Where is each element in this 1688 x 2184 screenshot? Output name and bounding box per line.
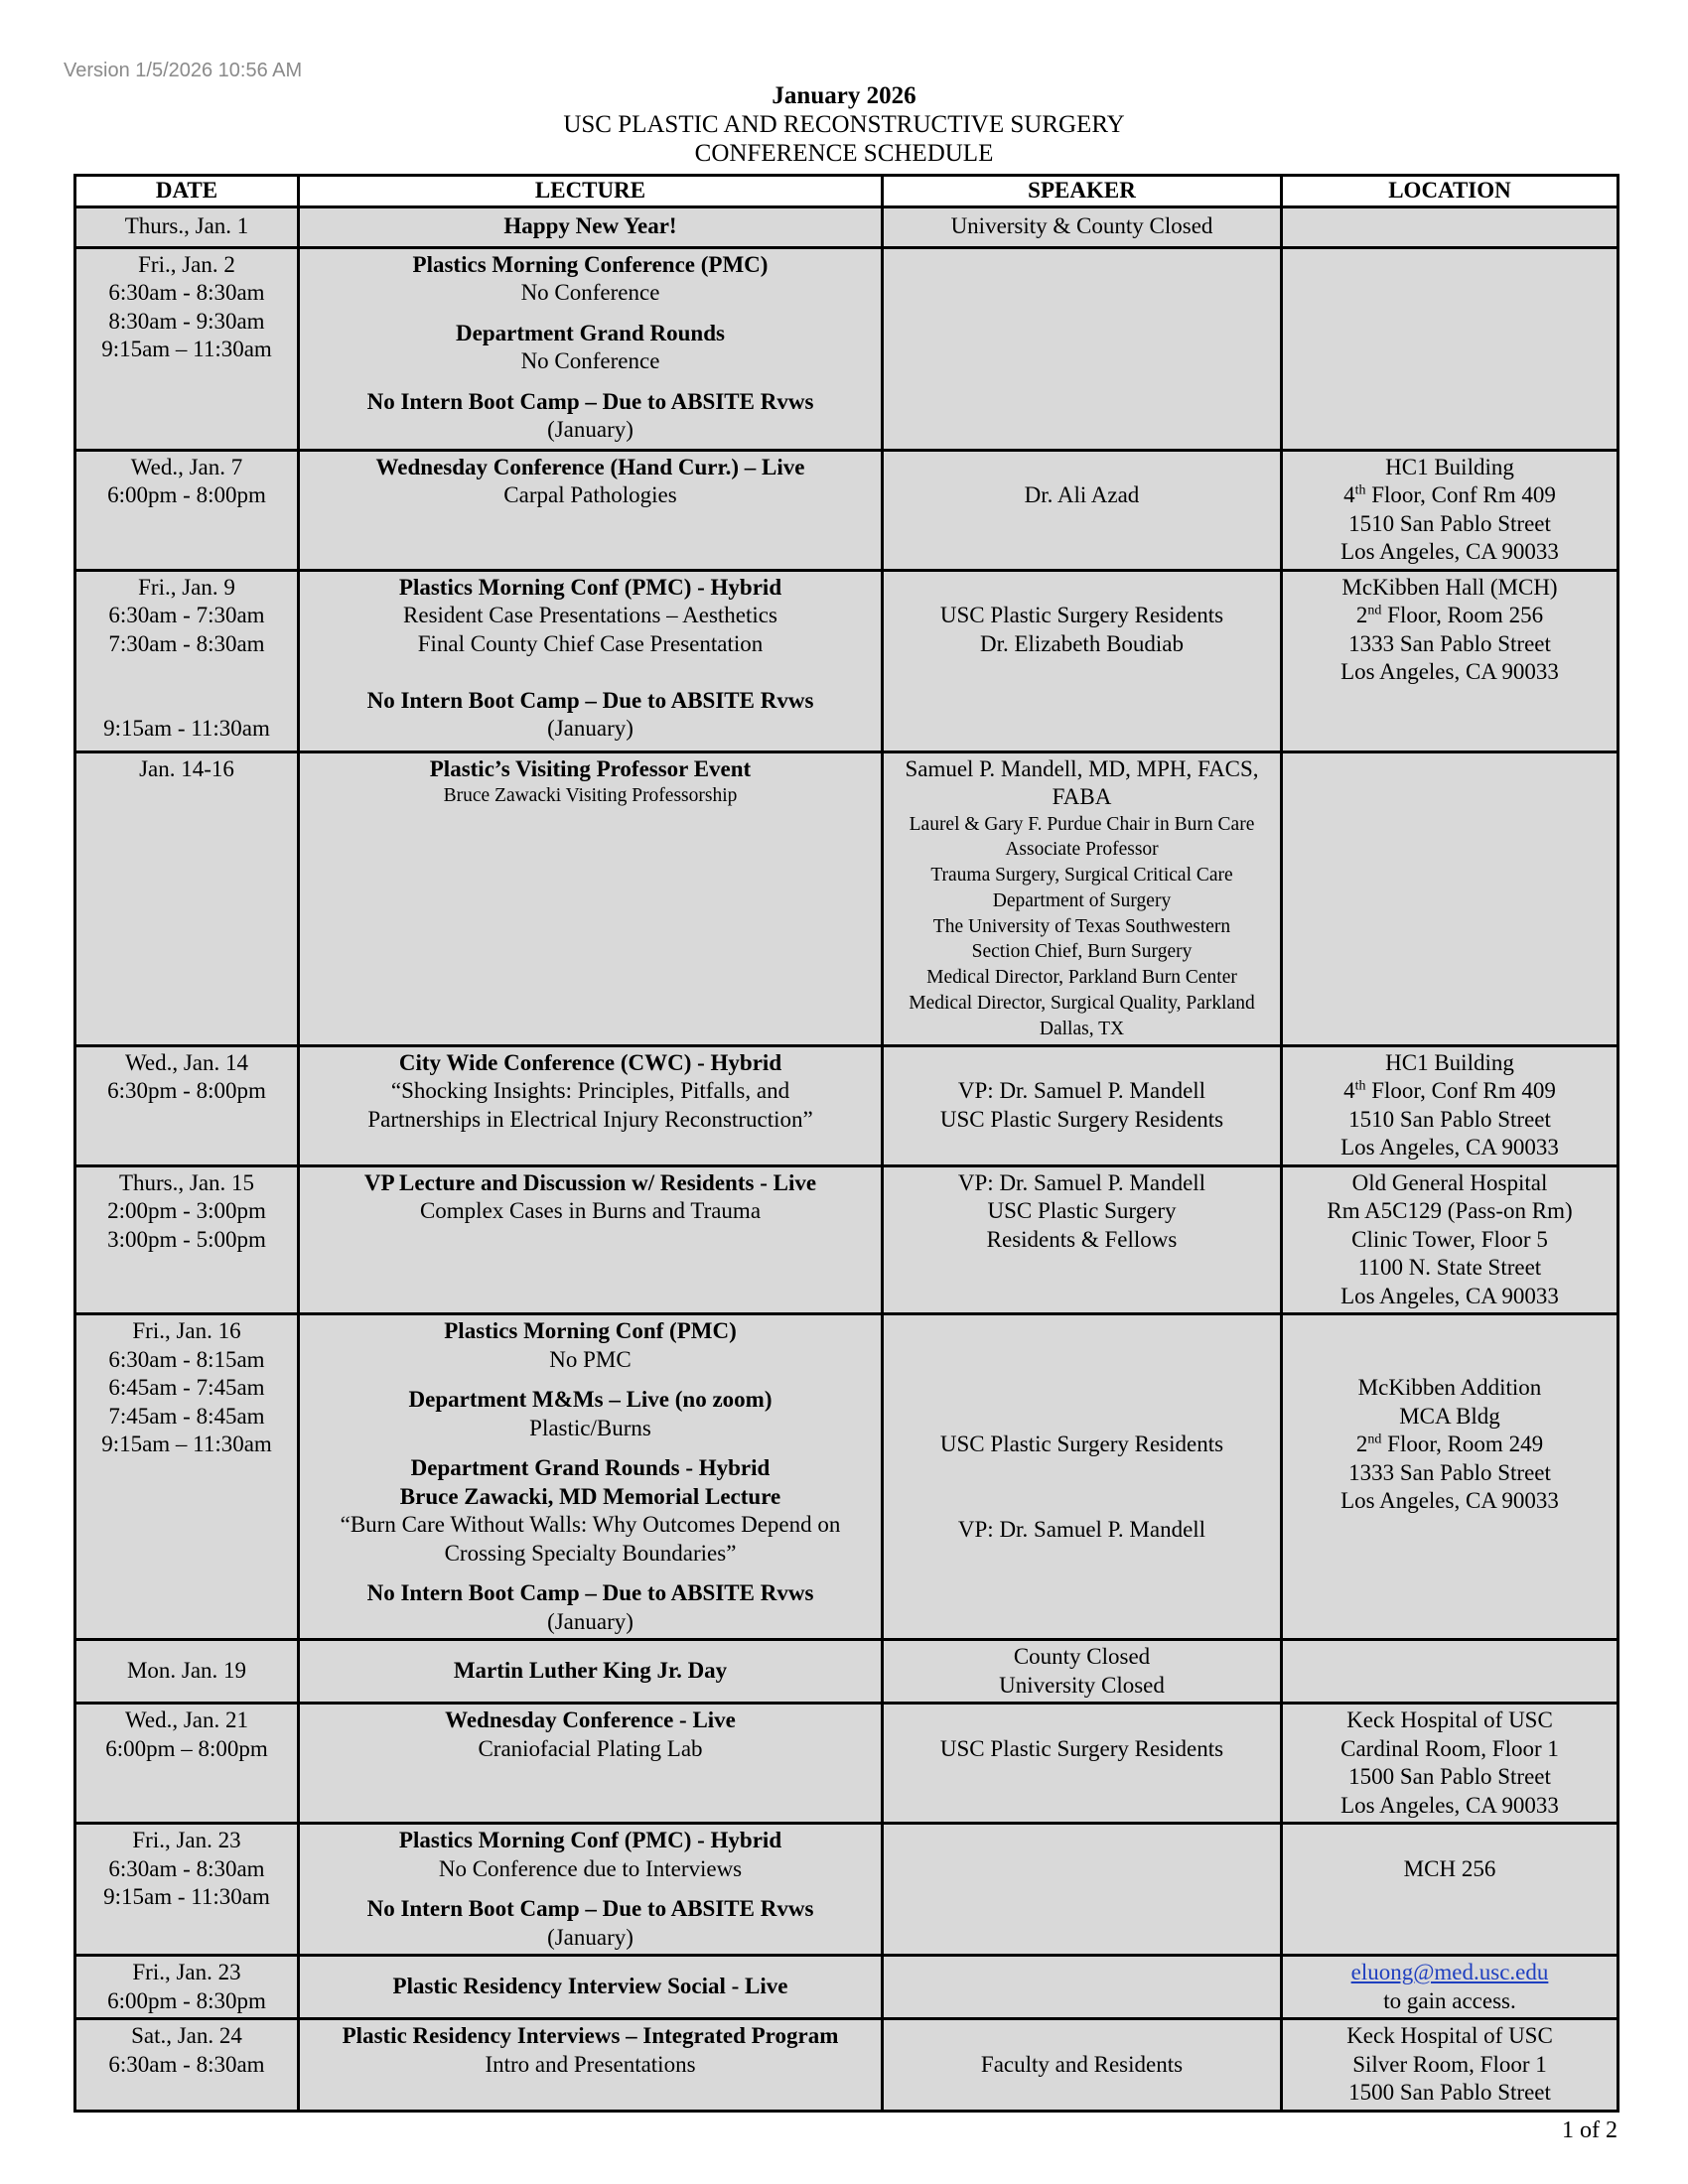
speaker-name: USC Plastic Surgery Residents	[939, 1106, 1224, 1132]
speaker-name	[886, 1317, 1278, 1346]
lecture-detail: Complex Cases in Burns and Trauma	[419, 1198, 762, 1224]
lecture-detail: No Conference	[520, 348, 660, 373]
speaker-cell	[883, 1640, 1282, 1704]
schedule-row	[75, 751, 1618, 1045]
lecture-title: Wednesday Conference - Live	[445, 1707, 736, 1733]
location-line: HC1 Building	[1385, 1049, 1514, 1075]
location-line: 2nd Floor, Room 256	[1355, 603, 1544, 627]
date-label: Fri., Jan. 9	[138, 574, 235, 600]
location-line	[1285, 1346, 1615, 1375]
location-line: 1100 N. State Street	[1357, 1255, 1542, 1281]
speaker-name: Residents & Fellows	[986, 1226, 1178, 1252]
date-cell	[75, 1704, 299, 1824]
location-cell	[1282, 570, 1618, 751]
time-label: 6:30am - 8:15am	[108, 1346, 265, 1372]
schedule-row	[75, 206, 1618, 247]
speaker-cell	[883, 1045, 1282, 1165]
speaker-name	[886, 1049, 1278, 1078]
lecture-cell	[299, 247, 883, 450]
location-cell	[1282, 751, 1618, 1045]
location-line: Los Angeles, CA 90033	[1340, 539, 1559, 564]
speaker-credential: Associate Professor	[1005, 839, 1159, 861]
time-label: 6:30am - 8:30am	[108, 280, 265, 305]
lecture-cell	[299, 751, 883, 1045]
location-line: Los Angeles, CA 90033	[1340, 1135, 1559, 1160]
speaker-name	[886, 1706, 1278, 1735]
location-line: Clinic Tower, Floor 5	[1351, 1226, 1548, 1252]
location-line: Rm A5C129 (Pass-on Rm)	[1327, 1198, 1573, 1224]
lecture-detail: (January)	[547, 1924, 633, 1950]
lecture-title: Martin Luther King Jr. Day	[453, 1658, 728, 1684]
lecture-cell	[299, 1704, 883, 1824]
location-line: Keck Hospital of USC	[1346, 2023, 1553, 2049]
speaker-name: FABA	[1052, 784, 1112, 809]
speaker-name	[886, 1346, 1278, 1375]
schedule-row	[75, 1165, 1618, 1314]
location-line: McKibben Addition	[1357, 1375, 1542, 1401]
lecture-title: Department Grand Rounds	[456, 320, 725, 345]
lecture-detail: “Burn Care Without Walls: Why Outcomes Depend on	[340, 1512, 841, 1538]
date-label: Fri., Jan. 23	[132, 1828, 241, 1853]
location-line: Los Angeles, CA 90033	[1340, 1283, 1559, 1308]
lecture-detail: Carpal Pathologies	[503, 482, 677, 507]
speaker-cell	[883, 1956, 1282, 2019]
lecture-title: Happy New Year!	[503, 213, 677, 239]
location-line: HC1 Building	[1385, 454, 1514, 479]
speaker-name: USC Plastic Surgery Residents	[939, 603, 1224, 627]
speaker-name: Samuel P. Mandell, MD, MPH, FACS,	[905, 755, 1259, 781]
location-cell	[1282, 1824, 1618, 1956]
speaker-name: VP: Dr. Samuel P. Mandell	[957, 1516, 1206, 1542]
schedule-row	[75, 247, 1618, 450]
version-stamp: Version 1/5/2026 10:56 AM	[64, 60, 303, 81]
date-label: Wed., Jan. 14	[125, 1049, 248, 1075]
spacer	[302, 1442, 879, 1454]
speaker-cell	[883, 206, 1282, 247]
location-cell	[1282, 1165, 1618, 1314]
date-cell	[75, 1165, 299, 1314]
location-line: 1500 San Pablo Street	[1348, 1764, 1551, 1790]
schedule-row	[75, 1824, 1618, 1956]
time-label	[78, 658, 295, 687]
speaker-cell	[883, 1824, 1282, 1956]
speaker-cell	[883, 247, 1282, 450]
speaker-name: University Closed	[999, 1672, 1165, 1698]
time-label: 3:00pm - 5:00pm	[107, 1226, 266, 1252]
speaker-name	[886, 1487, 1278, 1516]
location-cell	[1282, 1640, 1618, 1704]
location-cell	[1282, 1704, 1618, 1824]
lecture-detail: (January)	[547, 1608, 633, 1634]
location-line: 1510 San Pablo Street	[1348, 1106, 1551, 1132]
lecture-title: Department Grand Rounds - Hybrid	[410, 1455, 771, 1481]
speaker-cell	[883, 570, 1282, 751]
time-label: 6:00pm - 8:30pm	[107, 1987, 266, 2013]
date-cell	[75, 1824, 299, 1956]
speaker-name: Faculty and Residents	[980, 2051, 1184, 2077]
location-line: 1333 San Pablo Street	[1348, 1459, 1551, 1485]
location-line: MCA Bldg	[1399, 1403, 1500, 1429]
lecture-title: Wednesday Conference (Hand Curr.) – Live	[375, 454, 805, 479]
lecture-title: No Intern Boot Camp – Due to ABSITE Rvws	[366, 388, 814, 414]
speaker-name	[886, 1459, 1278, 1488]
date-label: Fri., Jan. 2	[138, 251, 235, 277]
date-label: Thurs., Jan. 15	[118, 1169, 255, 1195]
speaker-name: Dr. Ali Azad	[1024, 482, 1140, 507]
lecture-detail: No Conference due to Interviews	[438, 1855, 743, 1881]
time-label: 8:30am - 9:30am	[108, 308, 265, 334]
title-schedule: CONFERENCE SCHEDULE	[694, 140, 994, 167]
lecture-title: City Wide Conference (CWC) - Hybrid	[398, 1049, 782, 1075]
lecture-detail: Partnerships in Electrical Injury Reconstruction”	[367, 1106, 813, 1132]
location-line: 2nd Floor, Room 249	[1355, 1432, 1544, 1457]
lecture-title: Plastic Residency Interviews – Integrated Program	[342, 2023, 839, 2049]
lecture-detail: Final County Chief Case Presentation	[417, 630, 764, 656]
speaker-credential: Dallas, TX	[1039, 1018, 1125, 1039]
lecture-subtitle: Bruce Zawacki Visiting Professorship	[443, 785, 738, 806]
location-line: MCH 256	[1403, 1855, 1496, 1881]
title-month: January 2026	[772, 82, 916, 109]
header-lecture: LECTURE	[299, 176, 883, 207]
speaker-cell	[883, 751, 1282, 1045]
speaker-name: Dr. Elizabeth Boudiab	[979, 630, 1185, 656]
lecture-title: Plastic’s Visiting Professor Event	[429, 755, 752, 781]
lecture-title: VP Lecture and Discussion w/ Residents - Live	[363, 1169, 817, 1195]
time-label: 6:00pm - 8:00pm	[107, 482, 266, 507]
lecture-title: Bruce Zawacki, MD Memorial Lecture	[399, 1483, 781, 1509]
speaker-cell	[883, 450, 1282, 570]
lecture-detail: Crossing Specialty Boundaries”	[444, 1540, 737, 1566]
lecture-detail: Resident Case Presentations – Aesthetics	[403, 603, 777, 627]
location-cell	[1282, 1956, 1618, 2019]
time-label: 6:00pm – 8:00pm	[105, 1735, 268, 1761]
spacer	[302, 308, 879, 320]
lecture-cell	[299, 570, 883, 751]
schedule-row	[75, 1314, 1618, 1640]
date-cell	[75, 1314, 299, 1640]
lecture-cell	[299, 1956, 883, 2019]
date-label: Sat., Jan. 24	[131, 2023, 242, 2049]
location-line: 4th Floor, Conf Rm 409	[1343, 482, 1556, 507]
lecture-title: Plastics Morning Conf (PMC)	[444, 1318, 737, 1344]
location-line: Los Angeles, CA 90033	[1340, 1792, 1559, 1818]
date-cell	[75, 450, 299, 570]
speaker-name	[886, 574, 1278, 603]
schedule-row	[75, 570, 1618, 751]
speaker-cell	[883, 1704, 1282, 1824]
time-label: 6:30am - 8:30am	[108, 1855, 265, 1881]
location-line: Cardinal Room, Floor 1	[1340, 1735, 1559, 1761]
page-number: 1 of 2	[1562, 2117, 1618, 2143]
time-label: 2:00pm - 3:00pm	[107, 1198, 266, 1224]
schedule-row	[75, 450, 1618, 570]
date-cell	[75, 2019, 299, 2112]
time-label: 6:45am - 7:45am	[108, 1375, 265, 1401]
lecture-title: Plastics Morning Conf (PMC) - Hybrid	[398, 574, 782, 600]
lecture-title: No Intern Boot Camp – Due to ABSITE Rvws	[366, 1580, 814, 1606]
location-line: Los Angeles, CA 90033	[1340, 1488, 1559, 1514]
lecture-cell	[299, 1824, 883, 1956]
lecture-cell	[299, 450, 883, 570]
spacer	[302, 1374, 879, 1386]
speaker-name: USC Plastic Surgery	[987, 1198, 1177, 1224]
schedule-row	[75, 1704, 1618, 1824]
location-line: Keck Hospital of USC	[1346, 1707, 1553, 1733]
date-label: Fri., Jan. 16	[132, 1318, 241, 1344]
lecture-cell	[299, 1314, 883, 1640]
time-label: 6:30am - 8:30am	[108, 2051, 265, 2077]
location-cell	[1282, 450, 1618, 570]
schedule-row	[75, 1956, 1618, 2019]
title-department: USC PLASTIC AND RECONSTRUCTIVE SURGERY	[563, 111, 1125, 138]
date-cell	[75, 206, 299, 247]
lecture-cell	[299, 1165, 883, 1314]
speaker-cell	[883, 1165, 1282, 1314]
speaker-name: USC Plastic Surgery Residents	[939, 1432, 1224, 1457]
time-label: 9:15am - 11:30am	[103, 1884, 270, 1910]
spacer	[302, 1568, 879, 1579]
date-label: Fri., Jan. 23	[132, 1960, 241, 1985]
time-label: 6:30pm - 8:00pm	[107, 1078, 266, 1104]
lecture-title: No Intern Boot Camp – Due to ABSITE Rvws	[366, 687, 814, 713]
location-line: 1500 San Pablo Street	[1348, 2080, 1551, 2106]
location-line: 1333 San Pablo Street	[1348, 630, 1551, 656]
speaker-name	[886, 2022, 1278, 2051]
location-cell	[1282, 1314, 1618, 1640]
time-label: 9:15am - 11:30am	[103, 716, 270, 741]
document-title	[0, 81, 1688, 168]
schedule-row	[75, 2019, 1618, 2112]
lecture-title: Department M&Ms – Live (no zoom)	[408, 1387, 773, 1413]
time-label	[78, 687, 295, 716]
location-line: 1510 San Pablo Street	[1348, 510, 1551, 536]
date-label: Thurs., Jan. 1	[124, 213, 249, 239]
lecture-cell	[299, 206, 883, 247]
speaker-credential: Section Chief, Burn Surgery	[971, 941, 1193, 963]
schedule-rows	[75, 206, 1618, 2111]
speaker-name: County Closed	[1013, 1644, 1151, 1670]
speaker-name: VP: Dr. Samuel P. Mandell	[957, 1078, 1206, 1104]
lecture-detail: Plastic/Burns	[529, 1415, 651, 1440]
lecture-title: Plastics Morning Conference (PMC)	[412, 251, 769, 277]
speaker-credential: Medical Director, Surgical Quality, Parkland	[909, 993, 1255, 1015]
date-cell	[75, 751, 299, 1045]
lecture-detail: No PMC	[549, 1346, 632, 1372]
header-speaker: SPEAKER	[883, 176, 1282, 207]
email-line	[1285, 1959, 1615, 1987]
lecture-detail: Intro and Presentations	[485, 2051, 696, 2077]
lecture-title: Plastic Residency Interview Social - Live	[392, 1974, 788, 1999]
header-location: LOCATION	[1282, 176, 1618, 207]
time-label: 7:45am - 8:45am	[108, 1403, 265, 1429]
header-date: DATE	[75, 176, 299, 207]
schedule-row	[75, 1045, 1618, 1165]
time-label: 9:15am – 11:30am	[101, 1432, 272, 1457]
speaker-credential: Department of Surgery	[992, 889, 1172, 911]
spacer	[302, 1883, 879, 1895]
date-label: Wed., Jan. 21	[125, 1707, 248, 1733]
lecture-title: Plastics Morning Conf (PMC) - Hybrid	[398, 1828, 782, 1853]
location-cell	[1282, 1045, 1618, 1165]
date-cell	[75, 570, 299, 751]
location-cell	[1282, 247, 1618, 450]
lecture-cell	[299, 1640, 883, 1704]
contact-email-link[interactable]: eluong@med.usc.edu	[1350, 1960, 1549, 1985]
speaker-name: University & County Closed	[950, 213, 1213, 239]
date-cell	[75, 247, 299, 450]
date-cell	[75, 1045, 299, 1165]
speaker-credential: Laurel & Gary F. Purdue Chair in Burn Care	[909, 813, 1255, 835]
location-line	[1285, 1317, 1615, 1346]
location-line: Old General Hospital	[1351, 1169, 1548, 1195]
location-cell	[1282, 2019, 1618, 2112]
date-label: Mon. Jan. 19	[126, 1658, 247, 1684]
date-cell	[75, 1956, 299, 2019]
schedule-table	[73, 174, 1619, 2113]
lecture-detail: No Conference	[520, 280, 660, 305]
location-line: to gain access.	[1383, 1987, 1516, 2013]
speaker-name	[886, 454, 1278, 482]
schedule-row	[75, 1640, 1618, 1704]
lecture-detail: (January)	[547, 716, 633, 741]
location-cell	[1282, 206, 1618, 247]
speaker-name: USC Plastic Surgery Residents	[939, 1735, 1224, 1761]
time-label: 7:30am - 8:30am	[108, 630, 265, 656]
speaker-credential: Trauma Surgery, Surgical Critical Care	[930, 865, 1233, 887]
lecture-cell	[299, 2019, 883, 2112]
lecture-detail: Craniofacial Plating Lab	[478, 1735, 703, 1761]
location-line: Los Angeles, CA 90033	[1340, 659, 1559, 684]
spacer	[302, 376, 879, 388]
speaker-credential: Medical Director, Parkland Burn Center	[926, 967, 1237, 989]
time-label: 6:30am - 7:30am	[108, 603, 265, 627]
location-line: 4th Floor, Conf Rm 409	[1343, 1078, 1556, 1104]
speaker-cell	[883, 2019, 1282, 2112]
date-label: Jan. 14-16	[139, 755, 234, 781]
date-cell	[75, 1640, 299, 1704]
speaker-name	[886, 1403, 1278, 1432]
speaker-name: VP: Dr. Samuel P. Mandell	[957, 1169, 1206, 1195]
header-row	[75, 176, 1618, 207]
lecture-cell	[299, 1045, 883, 1165]
speaker-credential: The University of Texas Southwestern	[932, 915, 1231, 937]
date-label: Wed., Jan. 7	[130, 454, 243, 479]
lecture-detail: (January)	[547, 417, 633, 442]
speaker-name	[886, 1374, 1278, 1403]
speaker-cell	[883, 1314, 1282, 1640]
location-line: McKibben Hall (MCH)	[1341, 574, 1558, 600]
location-line	[1285, 1827, 1615, 1855]
lecture-title: No Intern Boot Camp – Due to ABSITE Rvws	[366, 1896, 814, 1922]
time-label: 9:15am – 11:30am	[101, 337, 272, 361]
location-line: Silver Room, Floor 1	[1352, 2051, 1547, 2077]
lecture-detail: “Shocking Insights: Principles, Pitfalls, and	[390, 1078, 790, 1104]
lecture-detail	[302, 658, 879, 687]
